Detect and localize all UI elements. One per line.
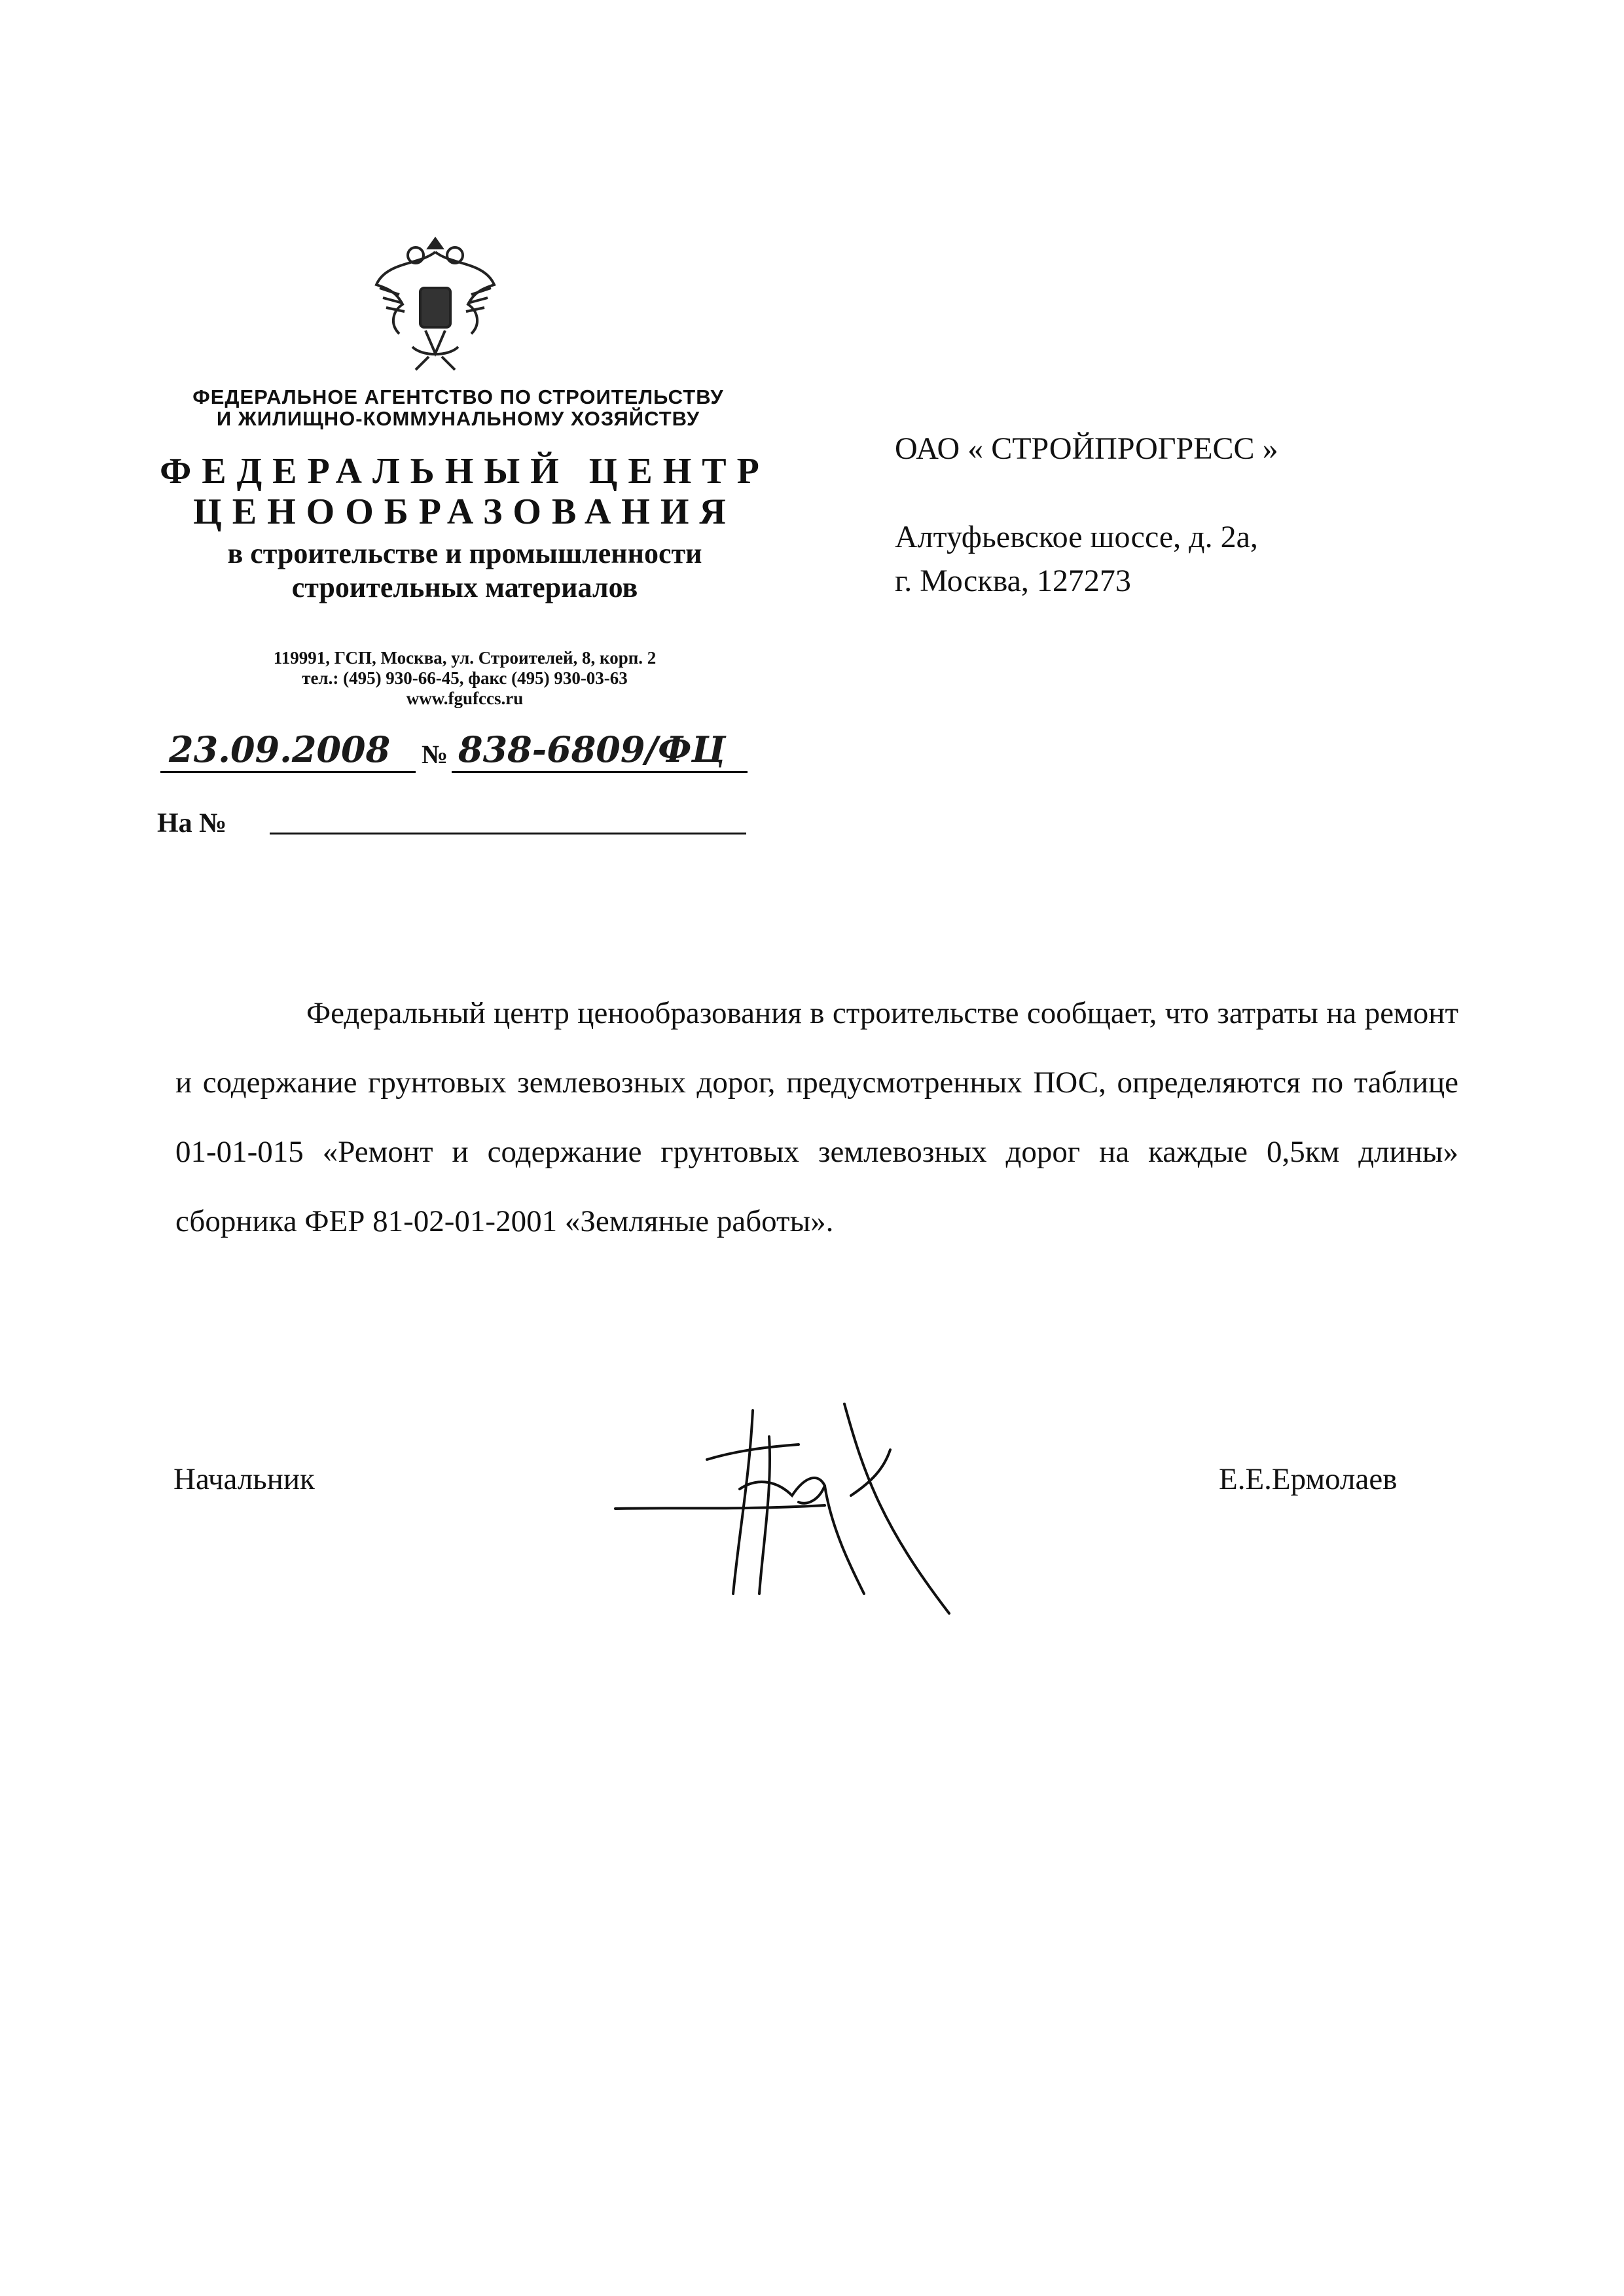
outgoing-number: 838-6809/ФЦ xyxy=(458,728,726,770)
agency-name-line2: И ЖИЛИЩНО-КОММУНАЛЬНОМУ ХОЗЯЙСТВУ xyxy=(216,407,700,430)
letterhead-website: www.fgufccs.ru xyxy=(406,689,524,708)
letterhead-address: 119991, ГСП, Москва, ул. Строителей, 8, корп. 2 xyxy=(273,648,657,668)
signer-position: Начальник xyxy=(173,1462,315,1496)
reference-label: На № xyxy=(157,808,227,838)
recipient-name: ОАО « СТРОЙПРОГРЕСС » xyxy=(895,431,1278,466)
number-underline xyxy=(452,771,748,773)
center-title-line2: ЦЕНООБРАЗОВАНИЯ xyxy=(193,492,736,532)
date-underline xyxy=(160,771,416,773)
center-subtitle-line2: строительных материалов xyxy=(291,571,638,603)
reference-underline xyxy=(270,833,746,834)
center-title-line1: ФЕДЕРАЛЬНЫЙ ЦЕНТР xyxy=(160,451,770,492)
outgoing-date: 23.09.2008 xyxy=(169,728,391,770)
letter-body: Федеральный центр ценообразования в строительстве сообщает, что затраты на ремонт и содержание грунтовых землевозных дорог, предусмотренных ПОС, определяются по таблице 01-01-015 «Ремонт и содержание грунтовых землевозных дорог на каждые 0,5км длины» сборника ФЕР 81-02-01-2001 «Земляные работы». xyxy=(175,996,1458,1238)
coat-of-arms-icon xyxy=(367,226,504,376)
number-label: № xyxy=(422,740,448,769)
signature-icon xyxy=(609,1397,1015,1620)
agency-name-line1: ФЕДЕРАЛЬНОЕ АГЕНТСТВО ПО СТРОИТЕЛЬСТВУ xyxy=(192,386,724,408)
center-subtitle-line1: в строительстве и промышленности xyxy=(227,537,702,569)
recipient-address-line1: Алтуфьевское шоссе, д. 2а, xyxy=(895,520,1258,554)
signer-name: Е.Е.Ермолаев xyxy=(1219,1462,1398,1496)
letterhead-phone: тел.: (495) 930-66-45, факс (495) 930-03-63 xyxy=(302,668,628,688)
recipient-address-line2: г. Москва, 127273 xyxy=(895,564,1131,598)
